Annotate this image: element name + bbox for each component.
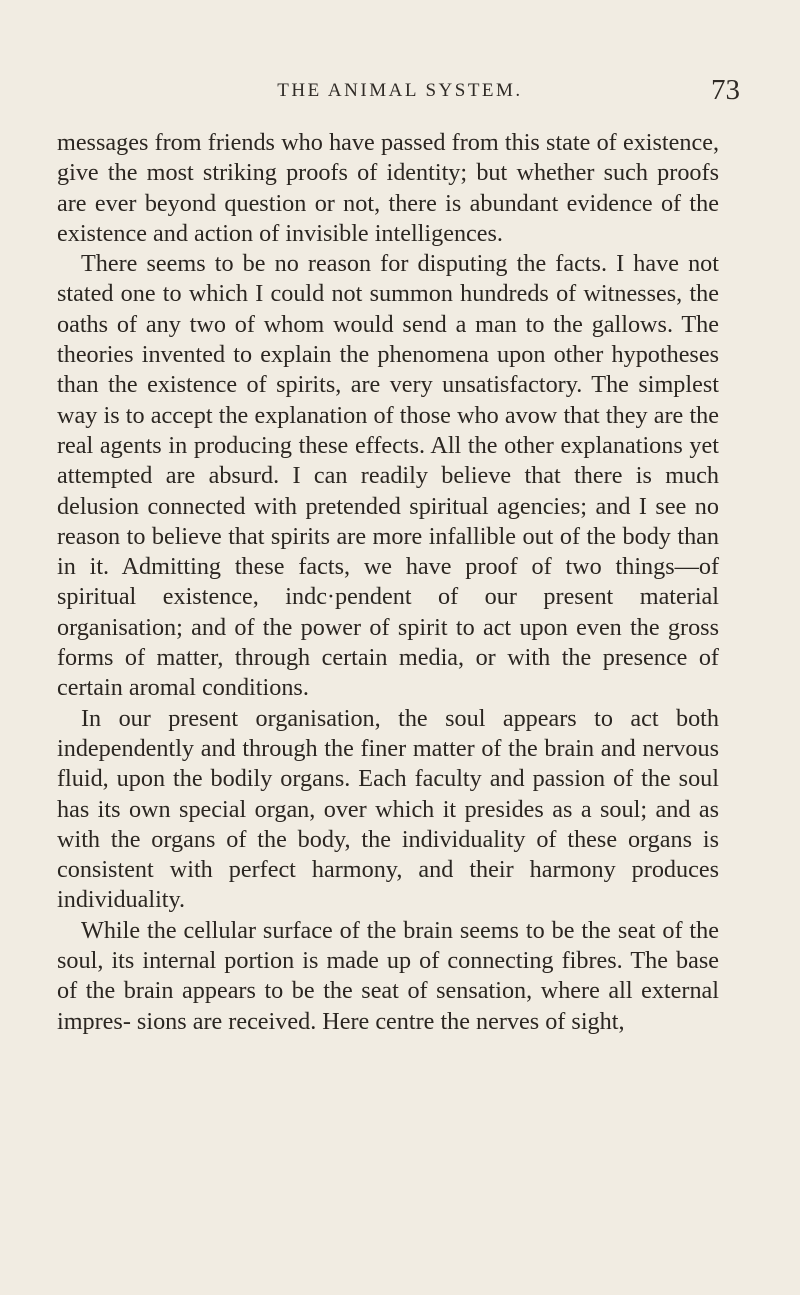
paragraph: While the cellular surface of the brain seems to be the seat of the soul, its internal portion is made up of connecting fibres. The base of the brain appears to be the seat of sensation, where all external impres- sions are received. Here centre the nerves of sight, [57, 916, 719, 1035]
paragraph: There seems to be no reason for disputing the facts. I have not stated one to which I could not summon hundreds of witnesses, the oaths of any two of whom would send a man to the gallows. The theories invented to explain the phenomena upon other hypotheses than the existence of spirits, are very unsatisfactory. The simplest way is to accept the explanation of those who avow that they are the real agents in producing these effects. All the other explanations yet attempted are absurd. I can readily believe that there is much delusion connected with pretended spiritual agencies; and I see no reason to believe that spirits are more infallible out of the body than in it. Admitting these facts, we have proof of two things—of spiritual existence, indc·pendent of our present material organisation; and of the power of spirit to act upon even the gross forms of matter, through certain media, or with the presence of certain aromal conditions. [57, 250, 719, 702]
paragraph-continued: messages from friends who have passed from this state of existence, give the most striking proofs of identity; but whether such proofs are ever beyond question or not, there is abundant evidence of the existence and action of invisible intelligences. [57, 129, 719, 247]
body-text [57, 128, 719, 1037]
running-head [0, 74, 800, 114]
running-title: THE ANIMAL SYSTEM. [277, 80, 523, 101]
paragraph: In our present organisation, the soul appears to act both independently and through the finer matter of the brain and nervous fluid, upon the bodily organs. Each faculty and passion of the soul has its own special organ, over which it presides as a soul; and as with the organs of the body, the individuality of these organs is consistent with perfect harmony, and their harmony produces individuality. [57, 704, 719, 914]
page-number: 73 [711, 74, 740, 106]
